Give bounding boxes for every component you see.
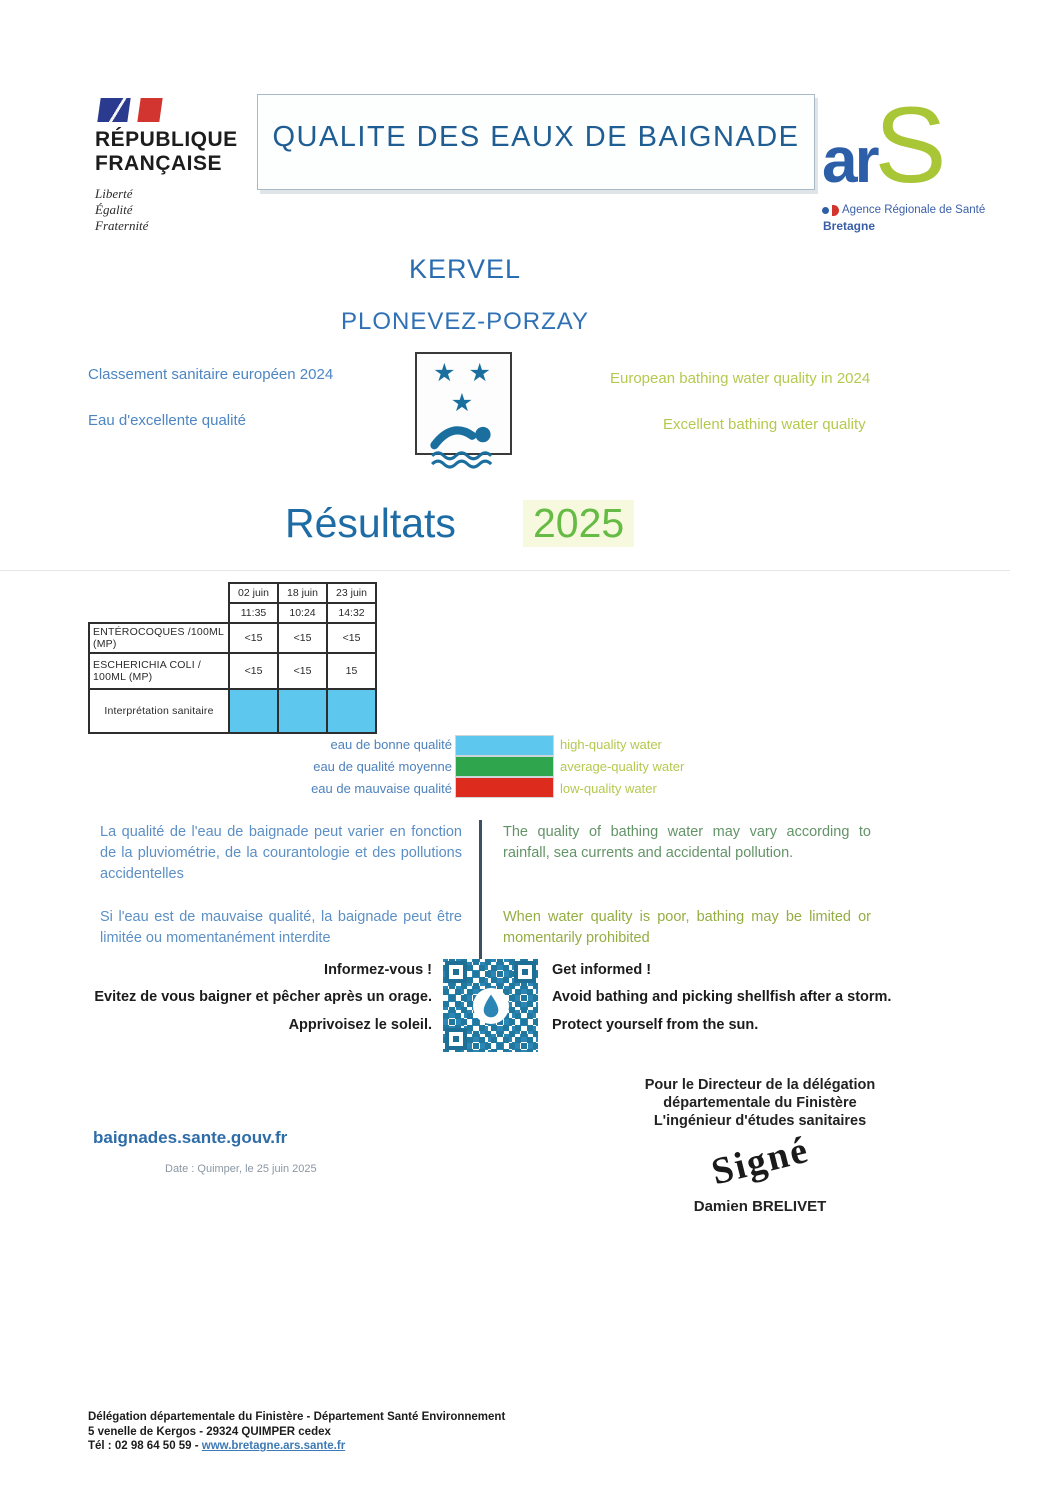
column-header-date: 02 juin: [229, 583, 278, 603]
table-cell: <15: [229, 623, 278, 653]
table-cell: <15: [327, 623, 376, 653]
qr-finder-icon: [514, 961, 536, 983]
ars-agency-name: Agence Régionale de Santé: [842, 204, 986, 216]
signed-stamp: Signé: [707, 1128, 813, 1194]
page-title: QUALITE DES EAUX DE BAIGNADE: [272, 121, 800, 153]
ars-logo: [822, 84, 997, 241]
classification-fr-line1: Classement sanitaire européen 2024: [88, 366, 334, 383]
info-text-english: [503, 822, 871, 949]
republique-line1: RÉPUBLIQUE: [95, 128, 238, 151]
republique-francaise-logo: [95, 98, 255, 234]
motto-fraternite: Fraternité: [95, 218, 149, 233]
table-empty-cell: [89, 583, 229, 603]
interpretation-cell-good: [229, 689, 278, 733]
city-name: PLONEVEZ-PORZAY: [341, 308, 589, 335]
ars-dot-icon: [822, 207, 829, 214]
results-year: 2025: [523, 500, 634, 547]
signature-title-line1: Pour le Directeur de la délégation: [644, 1077, 876, 1093]
ars-crescent-icon: [832, 205, 839, 216]
column-header-time: 10:24: [278, 603, 327, 623]
row-label-interpretation: Interprétation sanitaire: [89, 689, 229, 733]
beach-name: KERVEL: [408, 254, 522, 284]
ars-logo-s: S: [874, 84, 947, 205]
interpretation-cell-good: [327, 689, 376, 733]
republique-line2: FRANÇAISE: [95, 152, 223, 175]
column-header-time: 14:32: [327, 603, 376, 623]
table-cell: 15: [327, 653, 376, 689]
legend-label-fr-average: eau de qualité moyenne: [313, 759, 452, 774]
document-title-box: [257, 94, 815, 190]
legend-label-en-average: average-quality water: [560, 759, 685, 774]
document-date: Date : Quimper, le 25 juin 2025: [165, 1163, 317, 1175]
three-stars-icon: ★ ★ ★: [433, 359, 494, 417]
footer-line2: 5 venelle de Kergos - 29324 QUIMPER cedex: [88, 1425, 331, 1438]
footer-line3: [88, 1439, 505, 1454]
legend-swatch-good: [455, 735, 554, 756]
info-text-french: [100, 822, 462, 949]
qr-finder-icon: [445, 1028, 467, 1050]
qr-finder-icon: [445, 961, 467, 983]
footer-line1: Délégation départementale du Finistère - Département Santé Environnement: [88, 1411, 506, 1423]
motto-egalite: Égalité: [95, 202, 133, 217]
legend-swatch-poor: [455, 777, 554, 798]
flag-red-icon: [137, 98, 162, 122]
flag-blue-icon: [97, 98, 130, 122]
signature-title-line2: départementale du Finistère: [663, 1095, 857, 1111]
column-header-date: 23 juin: [327, 583, 376, 603]
qr-code[interactable]: [443, 959, 538, 1052]
swimmer-icon: [425, 418, 503, 470]
advice-en-line3: Protect yourself from the sun.: [552, 1017, 759, 1033]
info-en-paragraph2: When water quality is poor, bathing may be limited or momentarily prohibited: [503, 909, 871, 946]
footer: [88, 1410, 505, 1454]
water-drop-icon: [473, 988, 509, 1024]
advice-english: [552, 962, 922, 1033]
classification-fr-line2: Eau d'excellente qualité: [88, 412, 246, 429]
french-flag-icon: [99, 98, 255, 122]
signature-title-line3: L'ingénieur d'études sanitaires: [653, 1113, 867, 1129]
results-heading: Résultats: [285, 500, 456, 546]
interpretation-cell-good: [278, 689, 327, 733]
legend-label-en-good: high-quality water: [560, 737, 662, 752]
motto-liberte: Liberté: [95, 186, 133, 201]
advice-fr-line2: Evitez de vous baigner et pêcher après un orage.: [94, 989, 432, 1005]
quality-rating-box: [415, 352, 512, 455]
ars-website-link[interactable]: www.bretagne.ars.sante.fr: [201, 1440, 346, 1452]
column-header-date: 18 juin: [278, 583, 327, 603]
row-label-enterococci: ENTÉROCOQUES /100ML (MP): [89, 623, 229, 653]
advice-en-line2: Avoid bathing and picking shellfish after a storm.: [552, 989, 892, 1005]
classification-en-line2: Excellent bathing water quality: [663, 416, 866, 433]
signature-block: [600, 1076, 920, 1216]
divider-line: [0, 570, 1010, 571]
table-cell: <15: [278, 623, 327, 653]
footer-phone: Tél : 02 98 64 50 59 -: [88, 1440, 202, 1452]
advice-en-line1: Get informed !: [552, 962, 652, 978]
info-fr-paragraph1: La qualité de l'eau de baignade peut varier en fonction de la pluviométrie, de la courantologie et des pollutions accidentelles: [100, 824, 462, 882]
table-empty-cell: [89, 603, 229, 623]
legend-swatch-average: [455, 756, 554, 777]
vertical-divider: [479, 820, 482, 962]
ars-region-name: Bretagne: [823, 219, 876, 233]
bathing-water-website-link[interactable]: baignades.sante.gouv.fr: [93, 1128, 288, 1147]
info-en-paragraph1: The quality of bathing water may vary according to rainfall, sea currents and accidental pollution.: [503, 824, 871, 861]
legend-label-fr-poor: eau de mauvaise qualité: [311, 781, 452, 796]
advice-french: [0, 962, 432, 1033]
legend-label-en-poor: low-quality water: [560, 781, 657, 796]
legend-label-fr-good: eau de bonne qualité: [330, 737, 452, 752]
table-cell: <15: [278, 653, 327, 689]
advice-fr-line3: Apprivoisez le soleil.: [288, 1017, 432, 1033]
info-fr-paragraph2: Si l'eau est de mauvaise qualité, la baignade peut être limitée ou momentanément interdite: [100, 909, 462, 946]
column-header-time: 11:35: [229, 603, 278, 623]
signer-name: Damien BRELIVET: [693, 1198, 827, 1215]
results-table: [88, 582, 377, 734]
classification-en-line1: European bathing water quality in 2024: [610, 370, 871, 387]
ars-logo-ar: ar: [822, 124, 877, 196]
advice-fr-line1: Informez-vous !: [324, 962, 432, 978]
table-cell: <15: [229, 653, 278, 689]
row-label-ecoli: ESCHERICHIA COLI / 100ML (MP): [89, 653, 229, 689]
